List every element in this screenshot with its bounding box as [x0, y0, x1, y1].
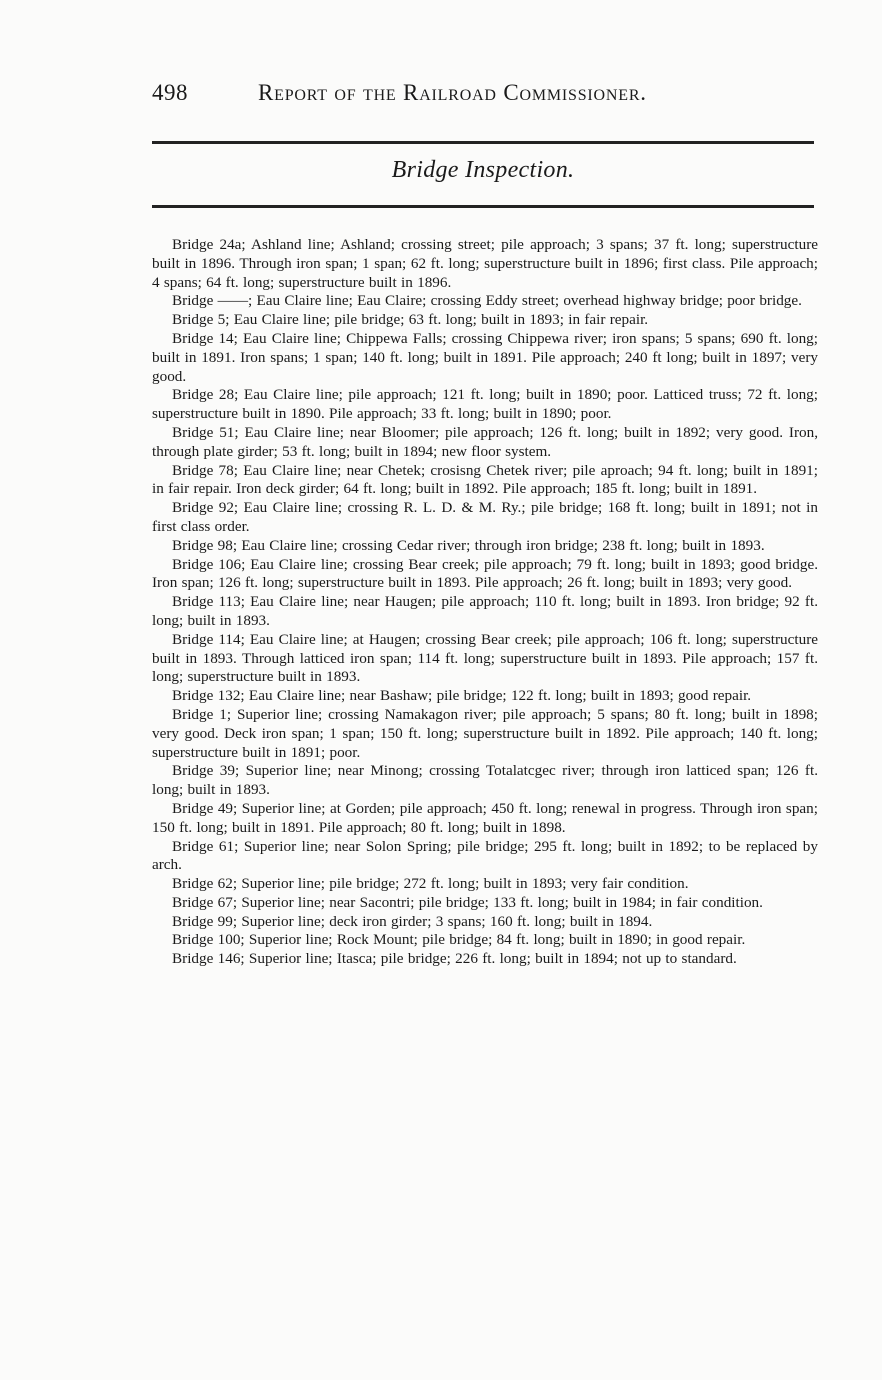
bridge-entry: Bridge ——; Eau Claire line; Eau Claire; crossing Eddy street; overhead highway bridge; poor bridge. [172, 292, 802, 310]
section-title: Bridge Inspection. [391, 157, 575, 183]
bridge-entry: Bridge 28; Eau Claire line; pile approach; 121 ft. long; built in 1890; poor. Latticed truss; 72 ft. long; superstructure built in 1890. Pile approach; 33 ft. long; built in 1890; poor. [152, 386, 818, 423]
bridge-entry: Bridge 114; Eau Claire line; at Haugen; crossing Bear creek; pile approach; 106 ft. long; superstructure built in 1893. Through latticed iron span; 114 ft. long; superstructure built in 1893. Pile approach; 157 ft. long; superstructure built in 1893. [152, 630, 818, 686]
bridge-entry: Bridge 5; Eau Claire line; pile bridge; 63 ft. long; built in 1893; in fair repair. [172, 311, 649, 329]
bridge-entry: Bridge 24a; Ashland line; Ashland; crossing street; pile approach; 3 spans; 37 ft. long; superstructure built in 1896. Through iron span; 1 span; 62 ft. long; superstructure built in 1896; first class. Pile approach; 4 spans; 64 ft. long; superstructure built in 1896. [152, 236, 818, 291]
bridge-entry: Bridge 67; Superior line; near Sacontri; pile bridge; 133 ft. long; built in 1984; in fair condition. [172, 893, 763, 911]
page-number: 498 [152, 80, 188, 105]
bridge-entry: Bridge 49; Superior line; at Gorden; pile approach; 450 ft. long; renewal in progress. Through iron span; 150 ft. long; built in 1891. Pile approach; 80 ft. long; built in 1898. [152, 799, 818, 836]
bridge-entry: Bridge 98; Eau Claire line; crossing Cedar river; through iron bridge; 238 ft. long; built in 1893. [172, 536, 765, 554]
bridge-entry: Bridge 106; Eau Claire line; crossing Bear creek; pile approach; 79 ft. long; built in 1893; good bridge. Iron span; 126 ft. long; superstructure built in 1893. Pile approach; 26 ft. long; built in 1893; very good. [152, 555, 818, 592]
top-rule [152, 141, 814, 144]
bridge-entry: Bridge 99; Superior line; deck iron girder; 3 spans; 160 ft. long; built in 1894. [172, 912, 653, 930]
bridge-entry: Bridge 78; Eau Claire line; near Chetek; crosisng Chetek river; pile aproach; 94 ft. long; built in 1891; in fair repair. Iron deck girder; 64 ft. long; built in 1892. Pile approach; 185 ft. long; built in 1891. [152, 461, 818, 498]
bridge-entry: Bridge 100; Superior line; Rock Mount; pile bridge; 84 ft. long; built in 1890; in good repair. [172, 931, 746, 949]
bridge-entry: Bridge 1; Superior line; crossing Namakagon river; pile approach; 5 spans; 80 ft. long; built in 1898; very good. Deck iron span; 1 span; 150 ft. long; superstructure built in 1892. Pile approach; 140 ft. long; superstructure built in 1891; poor. [152, 705, 818, 761]
bridge-entry: Bridge 146; Superior line; Itasca; pile bridge; 226 ft. long; built in 1894; not up to standard. [172, 950, 737, 968]
bottom-rule [152, 205, 814, 208]
bridge-entry: Bridge 14; Eau Claire line; Chippewa Falls; crossing Chippewa river; iron spans; 5 spans; 690 ft. long; built in 1891. Iron spans; 1 span; 140 ft. long; built in 1891. Pile approach; 240 ft long; built in 1897; very good. [152, 329, 818, 385]
page-header [150, 80, 820, 116]
bridge-entry: Bridge 113; Eau Claire line; near Haugen; pile approach; 110 ft. long; built in 1893. Iron bridge; 92 ft. long; built in 1893. [152, 593, 818, 629]
bridge-entry: Bridge 62; Superior line; pile bridge; 272 ft. long; built in 1893; very fair condition. [172, 875, 689, 893]
bridge-entry: Bridge 39; Superior line; near Minong; crossing Totalatcgec river; through iron latticed span; 126 ft. long; built in 1893. [152, 762, 818, 799]
bridge-entry: Bridge 61; Superior line; near Solon Spring; pile bridge; 295 ft. long; built in 1892; to be replaced by arch. [152, 837, 818, 874]
bridge-entry: Bridge 92; Eau Claire line; crossing R. L. D. & M. Ry.; pile bridge; 168 ft. long; built in 1891; not in first class order. [152, 499, 818, 535]
bridge-entry: Bridge 51; Eau Claire line; near Bloomer; pile approach; 126 ft. long; built in 1892; very good. Iron, through plate girder; 53 ft. long; built in 1894; new floor system. [152, 423, 818, 460]
bridge-entries [152, 236, 818, 969]
running-title: Report of the Railroad Commissioner. [258, 80, 647, 105]
bridge-entry: Bridge 132; Eau Claire line; near Bashaw; pile bridge; 122 ft. long; built in 1893; good repair. [172, 687, 752, 705]
